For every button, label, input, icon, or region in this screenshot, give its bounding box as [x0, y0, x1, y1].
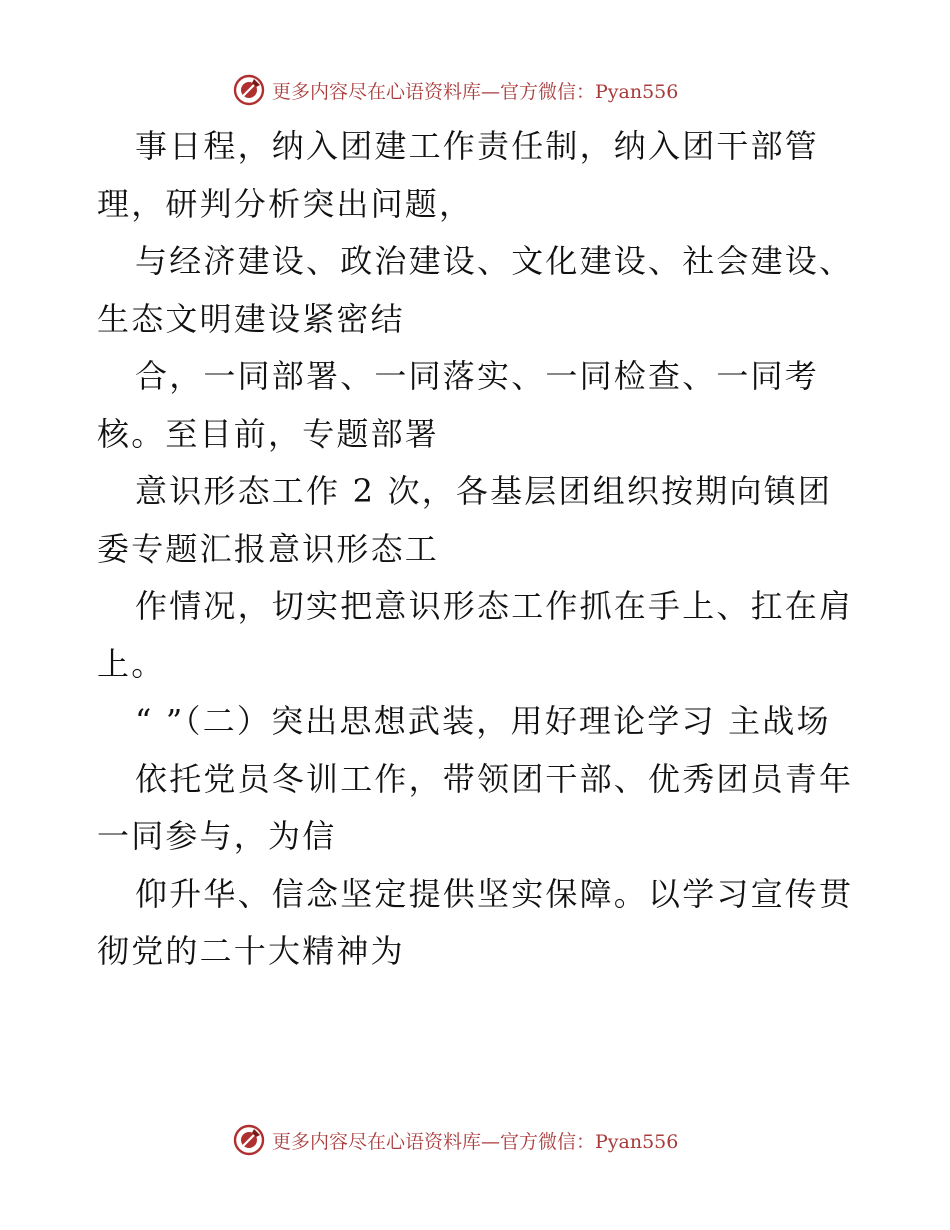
pen-logo-icon: [232, 73, 266, 107]
paragraph: 依托党员冬训工作，带领团干部、优秀团员青年一同参与，为信: [97, 759, 854, 855]
paragraph: 合，一同部署、一同落实、一同检查、一同考核。至目前，专题部署: [97, 357, 820, 453]
paragraph: 事日程，纳入团建工作责任制，纳入团干部管理，研判分析突出问题，: [97, 127, 820, 223]
header-watermark: [232, 72, 678, 108]
section-heading: “ ”（二）突出思想武装，用好理论学习 主战场: [135, 702, 831, 740]
paragraph: 作情况，切实把意识形态工作抓在手上、扛在肩上。: [97, 587, 854, 683]
document-body: [97, 118, 857, 981]
paragraph: 与经济建设、政治建设、文化建设、社会建设、生态文明建设紧密结: [97, 242, 854, 338]
header-watermark-text: 更多内容尽在心语资料库—官方微信：Pyan556: [272, 80, 679, 103]
paragraph: 仰升华、信念坚定提供坚实保障。以学习宣传贯彻党的二十大精神为: [97, 874, 854, 970]
paragraph: 意识形态工作 2 次，各基层团组织按期向镇团委专题汇报意识形态工: [97, 472, 833, 568]
footer-watermark: [232, 1122, 678, 1158]
pen-logo-icon: [232, 1123, 266, 1157]
footer-watermark-text: 更多内容尽在心语资料库—官方微信：Pyan556: [272, 1130, 679, 1153]
